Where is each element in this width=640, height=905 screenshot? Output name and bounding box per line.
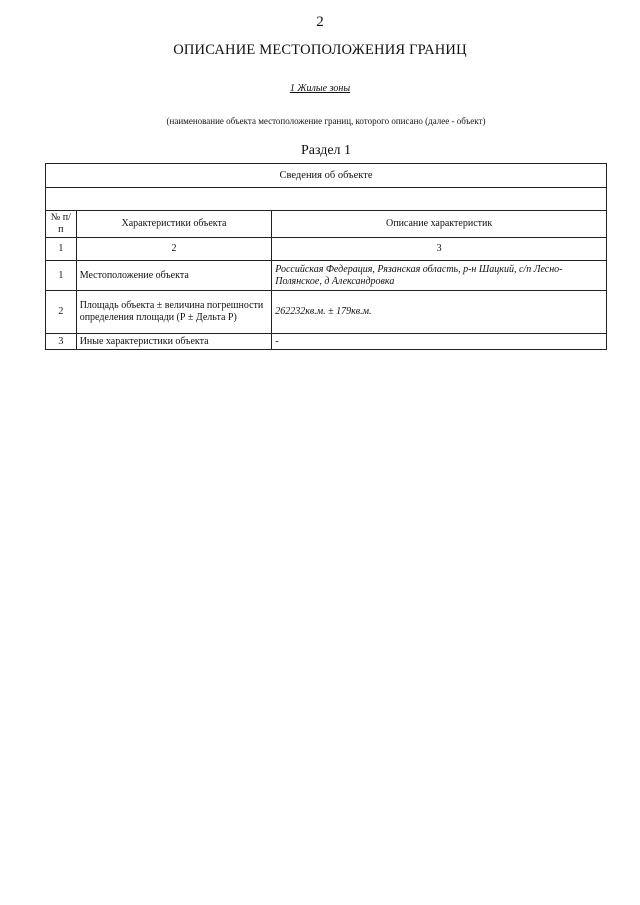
column-number-1: 1 xyxy=(46,238,77,261)
object-name-text: 1 Жилые зоны xyxy=(289,83,351,94)
table-header: Сведения об объекте xyxy=(46,164,607,188)
table-header-row xyxy=(46,164,607,188)
column-header-row xyxy=(46,211,607,238)
row-description: Российская Федерация, Рязанская область, р-н Шацкий, с/п Лесно-Полянское, д Александровка xyxy=(272,261,607,291)
row-number: 1 xyxy=(46,261,77,291)
document-title: ОПИСАНИЕ МЕСТОПОЛОЖЕНИЯ ГРАНИЦ xyxy=(173,42,467,58)
table-row xyxy=(46,261,607,291)
column-number-2: 2 xyxy=(76,238,272,261)
row-description: 262232кв.м. ± 179кв.м. xyxy=(272,291,607,334)
object-name xyxy=(0,83,640,94)
row-characteristic: Местоположение объекта xyxy=(76,261,272,291)
row-description: - xyxy=(272,334,607,350)
row-number: 2 xyxy=(46,291,77,334)
section-title: Раздел 1 xyxy=(300,143,352,158)
page-number: 2 xyxy=(316,14,324,30)
object-name-caption: (наименование объекта местоположение границ, которого описано (далее - объект) xyxy=(166,116,486,126)
row-characteristic: Иные характеристики объекта xyxy=(76,334,272,350)
table-row xyxy=(46,334,607,350)
column-header-characteristic: Характеристики объекта xyxy=(76,211,272,238)
table-empty-row xyxy=(46,188,607,211)
row-number: 3 xyxy=(46,334,77,350)
object-info-table xyxy=(45,163,607,350)
column-header-num: № п/п xyxy=(46,211,77,238)
table-empty-cell xyxy=(46,188,607,211)
row-characteristic: Площадь объекта ± величина погрешности определения площади (Р ± Дельта Р) xyxy=(76,291,272,334)
column-number-3: 3 xyxy=(272,238,607,261)
column-header-description: Описание характеристик xyxy=(272,211,607,238)
table-row xyxy=(46,291,607,334)
column-number-row xyxy=(46,238,607,261)
